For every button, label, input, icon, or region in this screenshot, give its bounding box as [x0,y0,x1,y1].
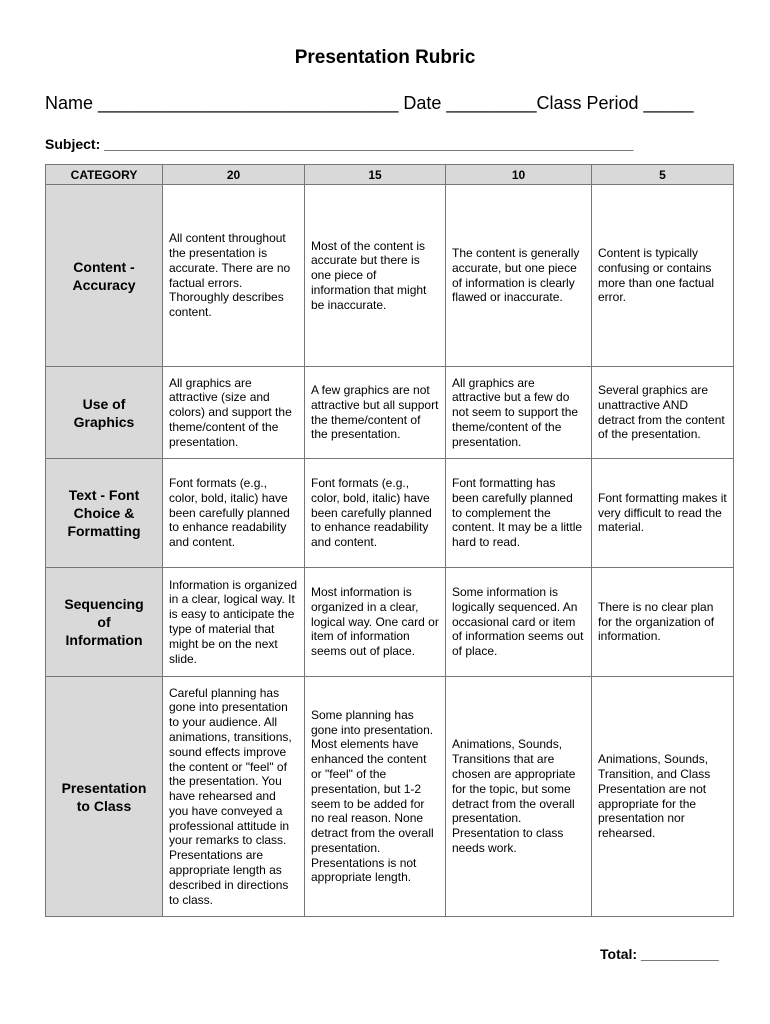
cell-score-15: Some planning has gone into presentation. Most elements have enhanced the content or "feel" of the presentation, but 1-2 seem to be added for no real reason. None detract from the overall presentation. Presentations is not appropriate length. [305,677,446,917]
cell-score-10: Font formatting has been carefully planned to complement the content. It may be a little hard to read. [446,459,592,568]
header-score-20: 20 [163,165,305,185]
name-date-period-line: Name ______________________________ Date _________Class Period _____ [45,93,694,113]
header-score-15: 15 [305,165,446,185]
header-row [46,165,734,185]
rubric-table [45,164,734,917]
cell-score-5: Several graphics are unattractive AND detract from the content of the presentation. [592,367,734,459]
cell-score-10: Some information is logically sequenced. An occasional card or item of information seems out of place. [446,568,592,677]
cell-score-10: All graphics are attractive but a few do not seem to support the theme/content of the presentation. [446,367,592,459]
cell-score-10: Animations, Sounds, Transitions that are chosen are appropriate for the topic, but some detract from the overall presentation. Presentation to class needs work. [446,677,592,917]
category-content-accuracy: Content - Accuracy [46,185,163,367]
table-row [46,677,734,917]
table-row [46,367,734,459]
cell-score-5: Animations, Sounds, Transition, and Class Presentation are not appropriate for the presentation nor rehearsed. [592,677,734,917]
category-use-of-graphics: Use of Graphics [46,367,163,459]
cell-score-20: Information is organized in a clear, logical way. It is easy to anticipate the type of material that might be on the next slide. [163,568,305,677]
cell-score-20: All graphics are attractive (size and colors) and support the theme/content of the presentation. [163,367,305,459]
category-sequencing-information: Sequencing of Information [46,568,163,677]
cell-score-10: The content is generally accurate, but one piece of information is clearly flawed or inaccurate. [446,185,592,367]
category-text-font-formatting: Text - Font Choice & Formatting [46,459,163,568]
total-line: Total: __________ [600,946,719,962]
cell-score-15: Most information is organized in a clear, logical way. One card or item of information seems out of place. [305,568,446,677]
table-row [46,568,734,677]
header-score-5: 5 [592,165,734,185]
cell-score-5: Content is typically confusing or contains more than one factual error. [592,185,734,367]
cell-score-15: Most of the content is accurate but there is one piece of information that might be inaccurate. [305,185,446,367]
page-title: Presentation Rubric [294,47,476,68]
cell-score-15: A few graphics are not attractive but all support the theme/content of the presentation. [305,367,446,459]
cell-score-15: Font formats (e.g., color, bold, italic) have been carefully planned to enhance readability and content. [305,459,446,568]
cell-score-5: Font formatting makes it very difficult to read the material. [592,459,734,568]
header-category: CATEGORY [46,165,163,185]
cell-score-20: All content throughout the presentation is accurate. There are no factual errors. Thoroughly describes content. [163,185,305,367]
cell-score-20: Careful planning has gone into presentation to your audience. All animations, transitions, sound effects improve the content or "feel" of the presentation. You have rehearsed and you have conveyed a professional attitude in your remarks to class. Presentations are appropriate length as described in directions to class. [163,677,305,917]
cell-score-5: There is no clear plan for the organization of information. [592,568,734,677]
table-row [46,459,734,568]
subject-line: Subject: ____________________________________________________________________ [45,136,634,152]
cell-score-20: Font formats (e.g., color, bold, italic) have been carefully planned to enhance readability and content. [163,459,305,568]
header-score-10: 10 [446,165,592,185]
category-presentation-to-class: Presentation to Class [46,677,163,917]
table-row [46,185,734,367]
